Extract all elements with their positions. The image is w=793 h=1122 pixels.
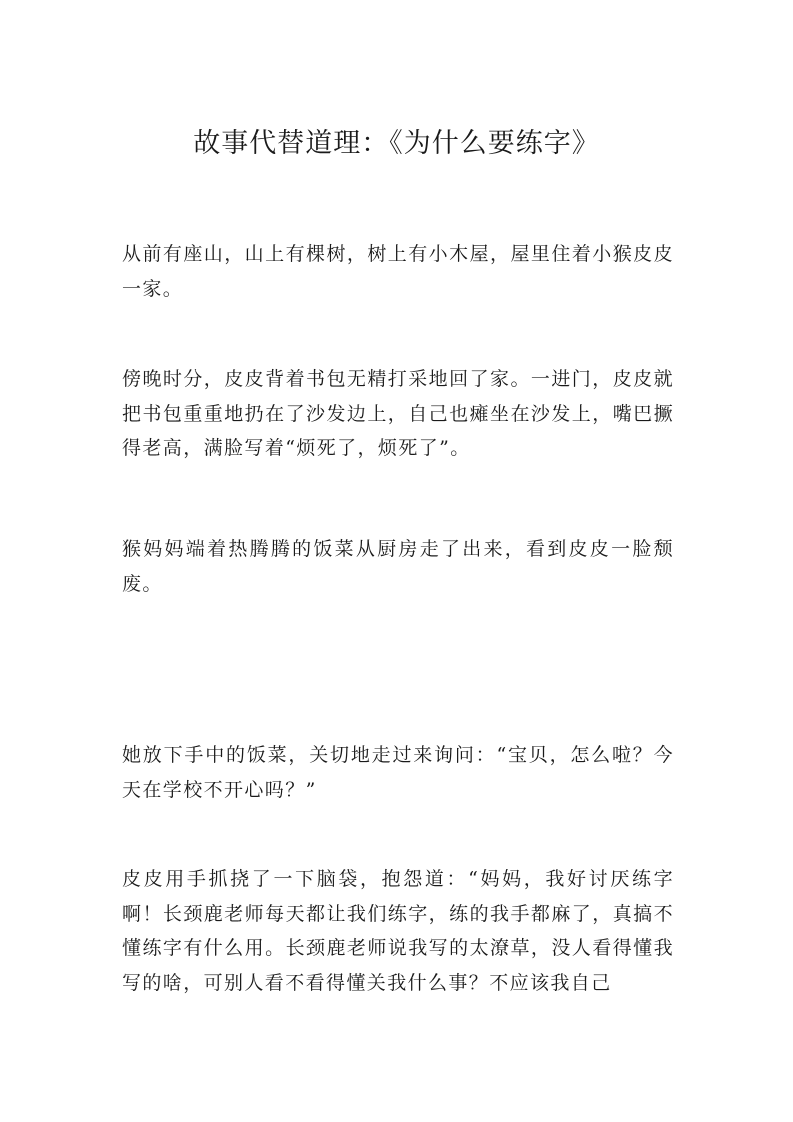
document-title: 故事代替道理：《为什么要练字》 xyxy=(193,128,600,159)
paragraph-1: 从前有座山，山上有棵树，树上有小木屋，屋里住着小猴皮皮一家。 xyxy=(122,243,674,300)
paragraph-3: 猴妈妈端着热腾腾的饭菜从厨房走了出来，看到皮皮一脸颓废。 xyxy=(122,538,674,595)
paragraph-2: 傍晚时分，皮皮背着书包无精打采地回了家。一进门，皮皮就把书包重重地扔在了沙发边上，自己也瘫坐在沙发上，嘴巴撅得老高，满脸写着“烦死了，烦死了”。 xyxy=(122,368,674,459)
paragraph-5: 皮皮用手抓挠了一下脑袋，抱怨道：“妈妈，我好讨厌练字啊！长颈鹿老师每天都让我们练字，练的我手都麻了，真搞不懂练字有什么用。长颈鹿老师说我写的太潦草，没人看得懂我写的啥，可别人看不看得懂关我什么事？不应该我自己 xyxy=(122,868,674,994)
paragraph-4: 她放下手中的饭菜，关切地走过来询问：“宝贝，怎么啦？今天在学校不开心吗？” xyxy=(122,744,674,801)
